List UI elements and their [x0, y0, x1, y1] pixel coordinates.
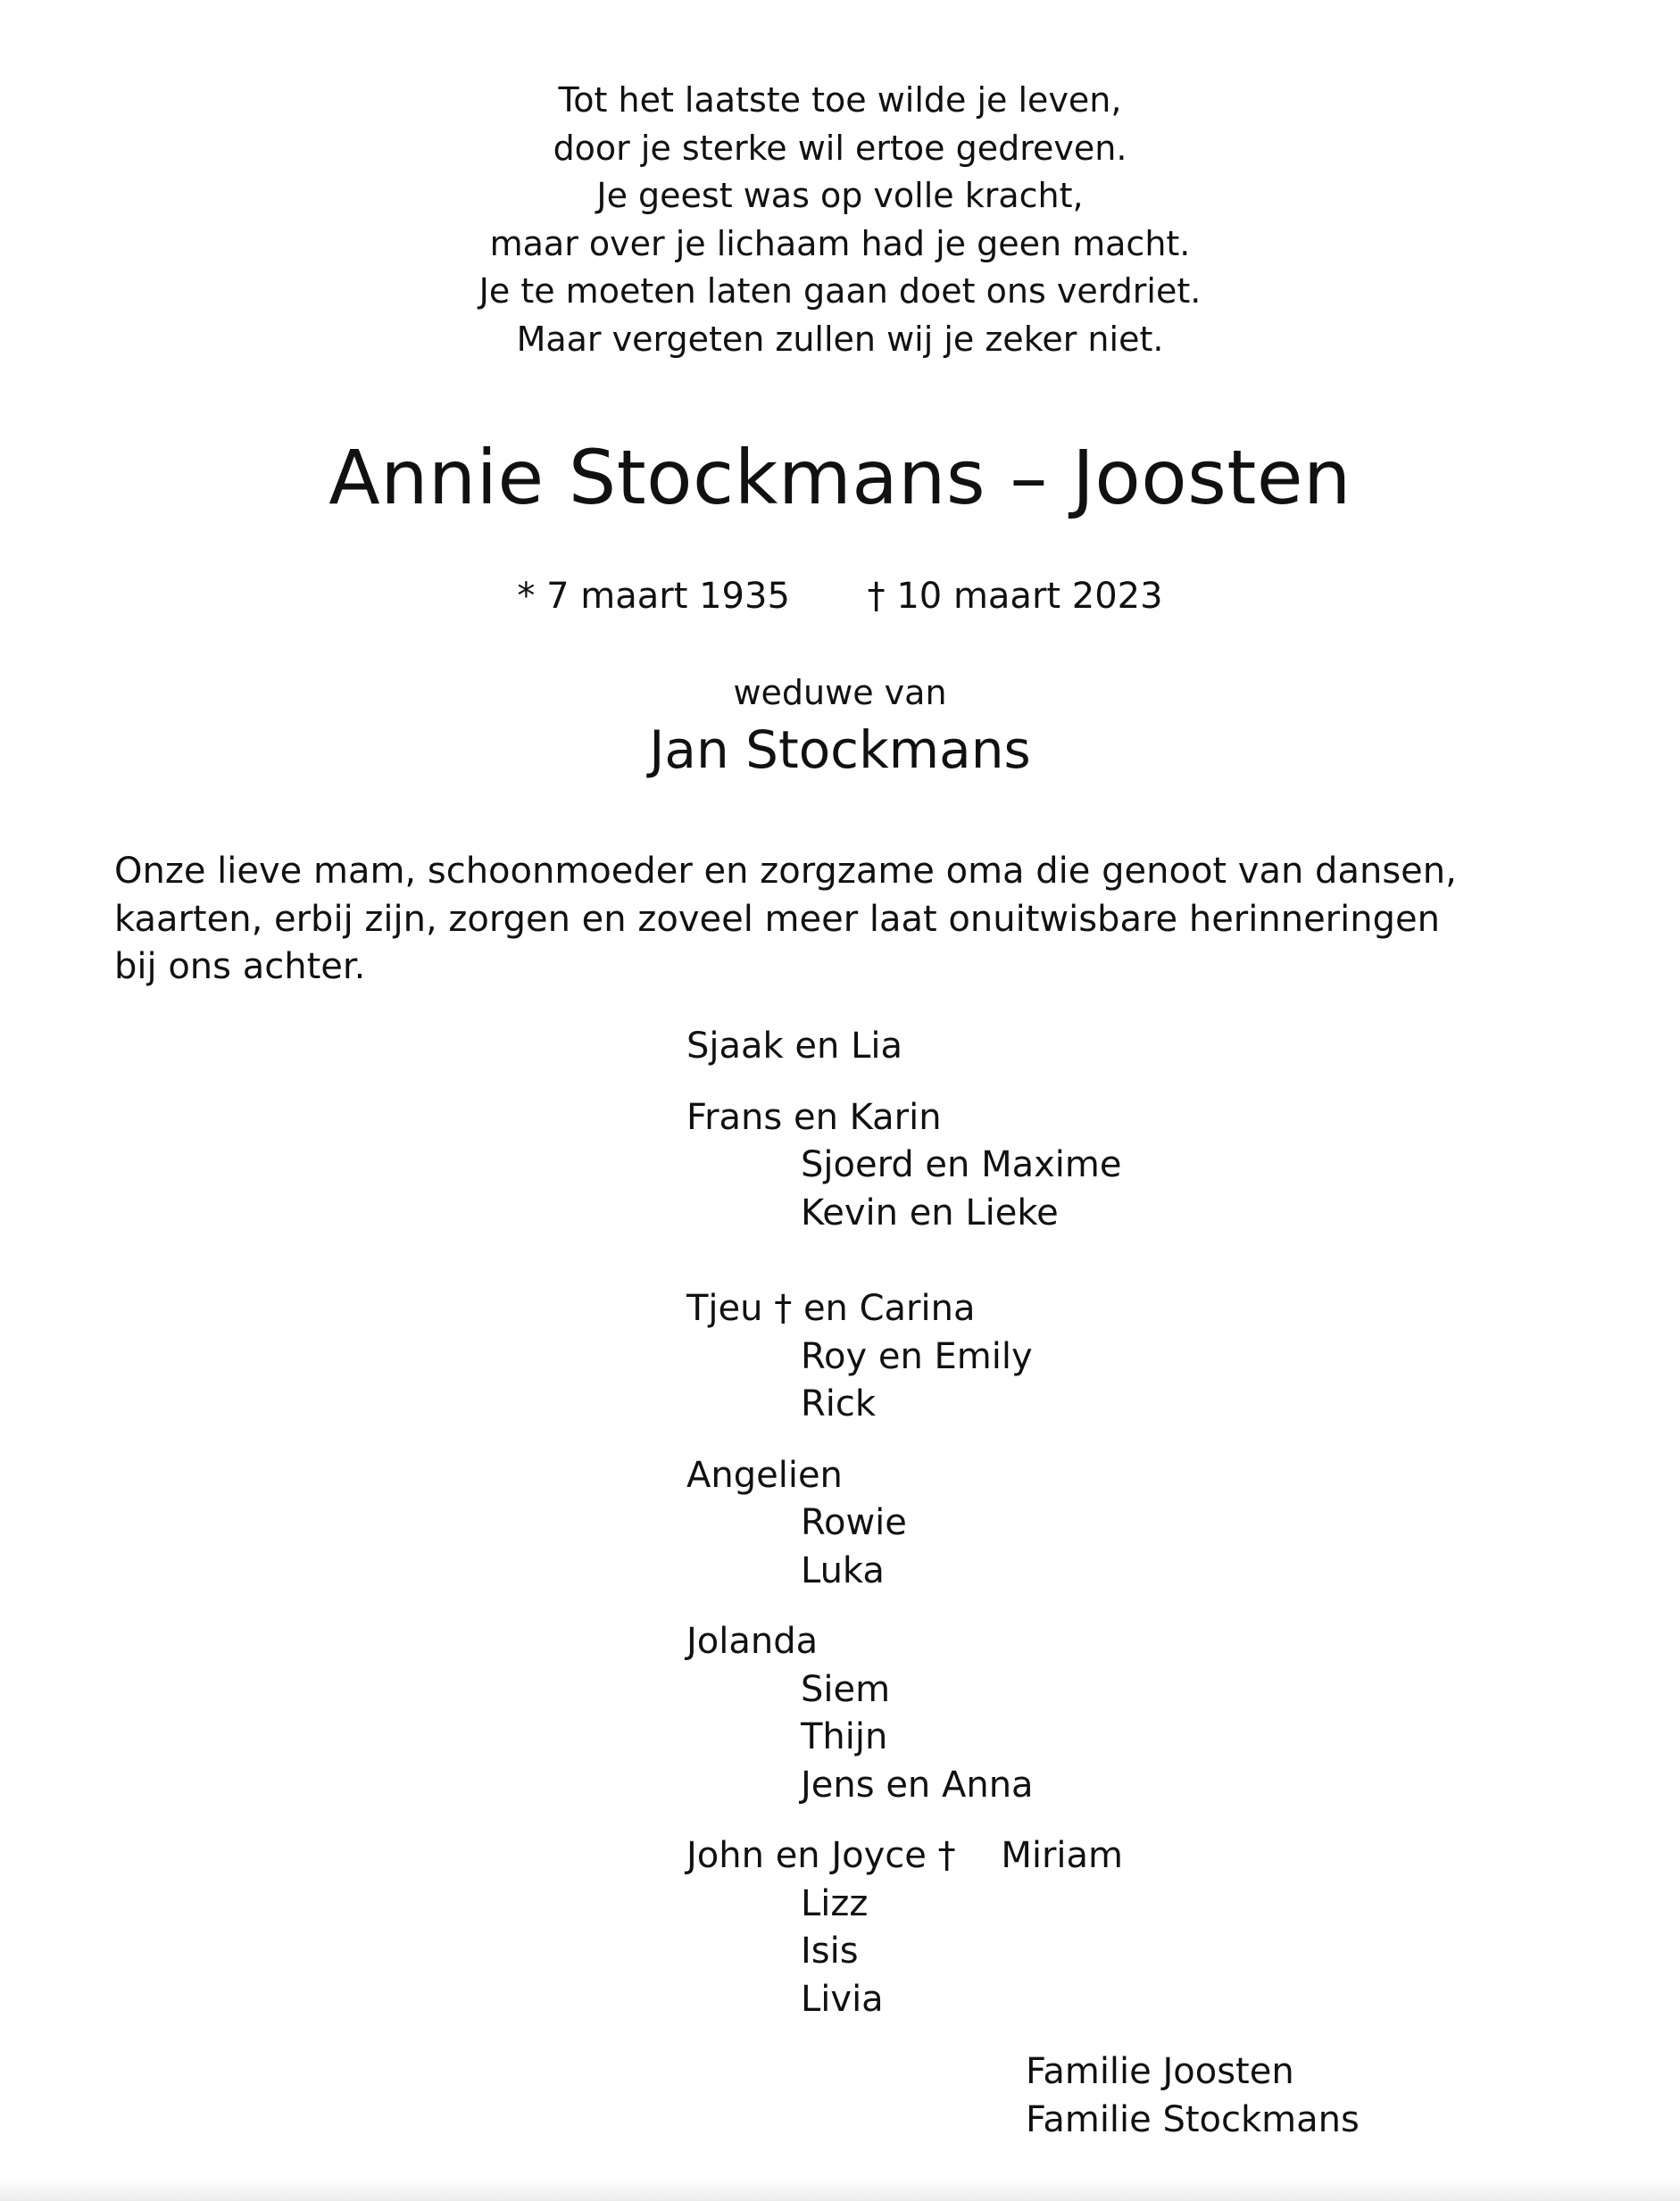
family-child: Roy en Emily	[801, 1335, 1033, 1377]
family-child: Lizz	[801, 1882, 869, 1924]
family-list	[686, 1023, 1490, 2047]
message-line: kaarten, erbij zijn, zorgen en zoveel meer laat onuitwisbare herinneringen	[114, 898, 1440, 940]
family-parent: Jolanda	[686, 1621, 819, 1662]
signature-line: Familie Joosten	[1026, 2051, 1294, 2092]
family-child: Luka	[801, 1549, 885, 1591]
poem	[0, 77, 1680, 363]
family-parent: John en Joyce †	[686, 1835, 956, 1876]
family-partner: Miriam	[1001, 1835, 1124, 1876]
family-parent: Frans en Karin	[686, 1096, 942, 1138]
birth-date: * 7 maart 1935	[517, 576, 790, 617]
life-dates	[0, 569, 1680, 623]
family-child: Jens en Anna	[801, 1764, 1034, 1806]
family-group	[686, 1832, 1490, 2023]
poem-line: Je te moeten laten gaan doet ons verdriet.	[478, 271, 1202, 311]
deceased-name: Annie Stockmans – Joosten	[329, 434, 1351, 521]
family-child: Sjoerd en Maxime	[801, 1144, 1122, 1185]
poem-line: maar over je lichaam had je geen macht.	[489, 223, 1191, 263]
family-parent-line	[686, 1832, 1490, 1881]
family-child: Thijn	[801, 1716, 888, 1757]
family-child: Rick	[801, 1383, 877, 1424]
family-group	[686, 1023, 1490, 1071]
family-child: Isis	[801, 1931, 859, 1972]
family-parent: Angelien	[686, 1454, 843, 1496]
message-line: Onze lieve mam, schoonmoeder en zorgzame oma die genoot van dansen,	[114, 851, 1457, 892]
family-group	[686, 1618, 1490, 1809]
husband-name: Jan Stockmans	[649, 719, 1031, 780]
message-line: bij ons achter.	[114, 946, 366, 987]
family-child: Livia	[801, 1978, 884, 2020]
family-child: Rowie	[801, 1502, 907, 1543]
poem-line: Tot het laatste toe wilde je leven,	[558, 80, 1122, 120]
family-group	[686, 1285, 1490, 1429]
family-group	[686, 1452, 1490, 1596]
signature-line: Familie Stockmans	[1026, 2098, 1360, 2140]
death-date: † 10 maart 2023	[867, 576, 1163, 617]
poem-line: Je geest was op volle kracht,	[596, 176, 1084, 215]
family-parent: Tjeu † en Carina	[686, 1288, 976, 1329]
family-message	[114, 848, 1560, 992]
family-child: Kevin en Lieke	[801, 1192, 1059, 1233]
page-edge-shadow	[0, 2178, 1680, 2201]
widow-label: weduwe van	[733, 673, 947, 712]
family-group	[686, 1094, 1490, 1238]
family-child: Siem	[801, 1668, 891, 1710]
family-parent: Sjaak en Lia	[686, 1026, 902, 1067]
poem-line: Maar vergeten zullen wij je zeker niet.	[516, 319, 1164, 359]
poem-line: door je sterke wil ertoe gedreven.	[553, 128, 1127, 168]
signature	[1026, 2048, 1360, 2144]
